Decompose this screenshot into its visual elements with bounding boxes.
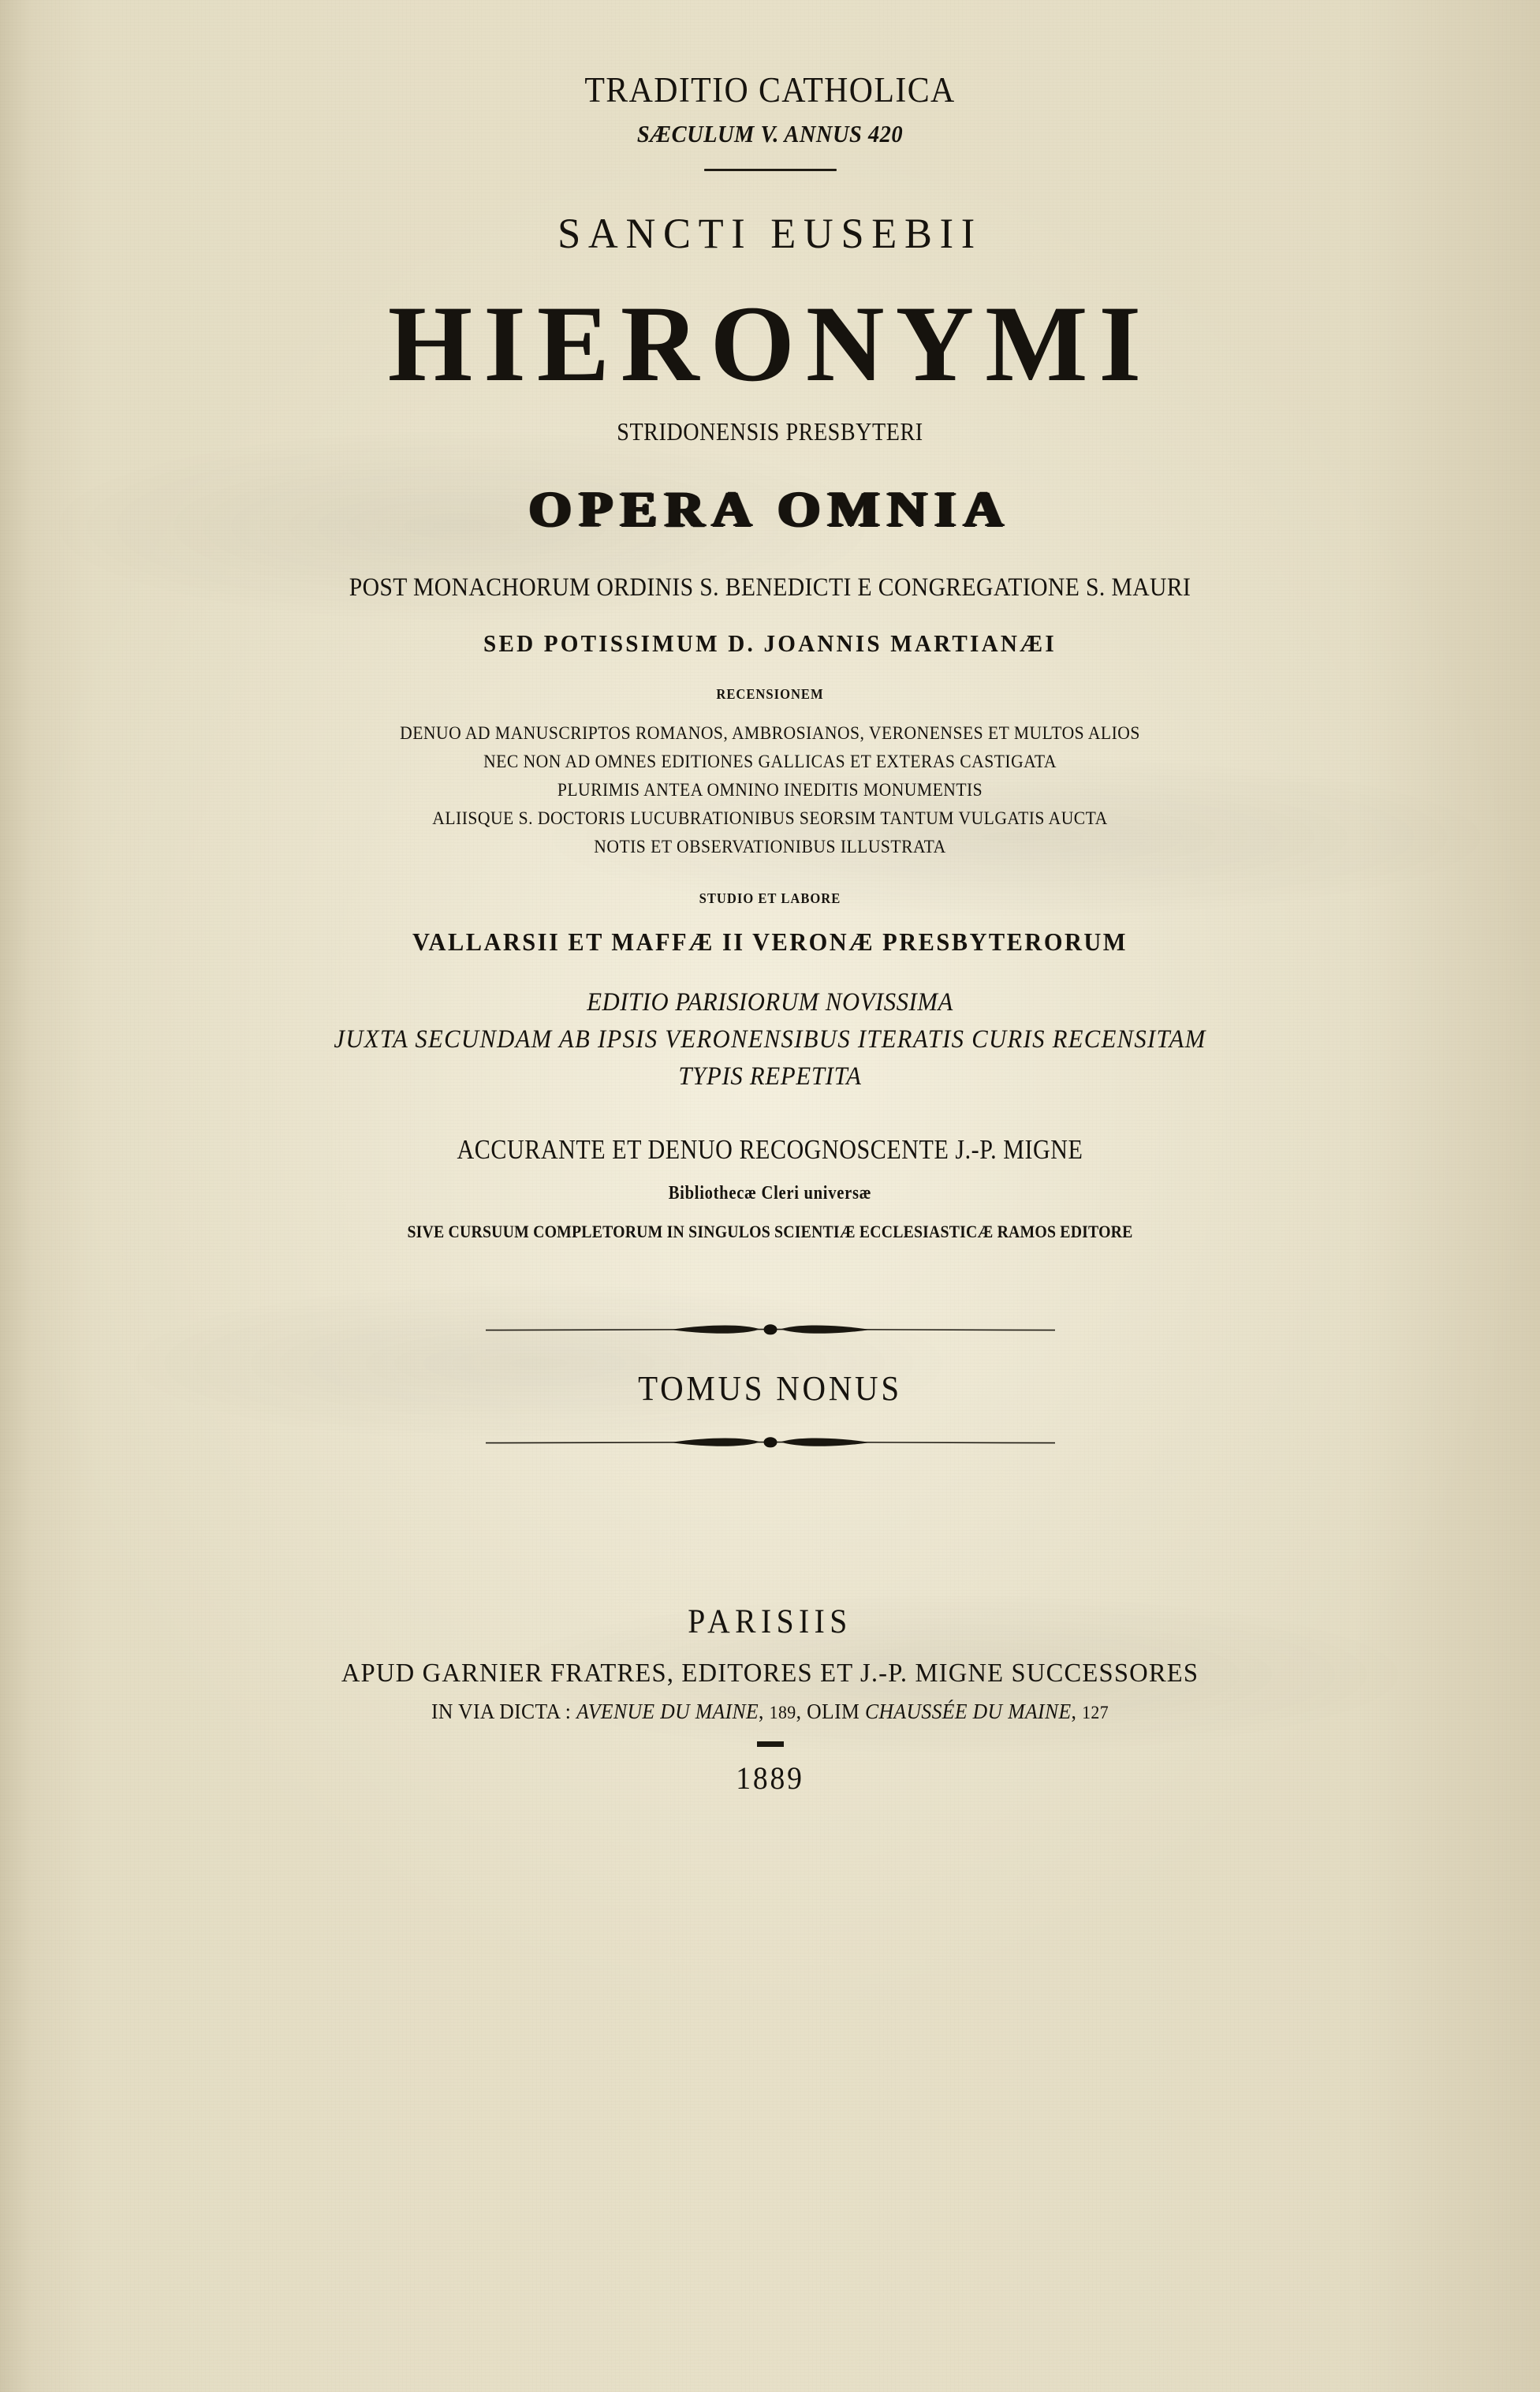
- recension-heading: RECENSIONEM: [716, 686, 824, 702]
- works-title: OPERA OMNIA: [528, 482, 1012, 537]
- recension-line-4: ALIISQUE S. DOCTORIS LUCUBRATIONIBUS SEORSIM TANTUM VULGATIS AUCTA: [432, 808, 1108, 828]
- address-number-1: 189: [769, 1703, 796, 1722]
- author-name: HIERONYMI: [387, 283, 1153, 404]
- recension-line-1: DENUO AD MANUSCRIPTOS ROMANOS, AMBROSIANOS, VERONENSES ET MULTOS ALIOS: [400, 723, 1140, 743]
- recension-line-2: NEC NON AD OMNES EDITIONES GALLICAS ET EXTERAS CASTIGATA: [483, 752, 1057, 771]
- supervisor-line: ACCURANTE ET DENUO RECOGNOSCENTE J.-P. MIGNE: [457, 1134, 1083, 1165]
- address-comma-2: ,: [1071, 1700, 1083, 1723]
- labor-names: VALLARSII ET MAFFÆ II VERONÆ PRESBYTERORUM: [412, 927, 1128, 956]
- publication-year: 1889: [736, 1760, 804, 1796]
- editor-principal: SED POTISSIMUM D. JOANNIS MARTIANÆI: [483, 629, 1057, 657]
- edition-line-2: JUXTA SECUNDAM AB IPSIS VERONENSIBUS ITERATIS CURIS RECENSITAM: [334, 1025, 1206, 1054]
- author-epithet: STRIDONENSIS PRESBYTERI: [617, 417, 923, 446]
- library-subtitle: SIVE CURSUUM COMPLETORUM IN SINGULOS SCIENTIÆ ECCLESIASTICÆ RAMOS EDITORE: [407, 1222, 1133, 1241]
- address-middle: , OLIM: [796, 1700, 866, 1723]
- address-number-2: 127: [1082, 1703, 1109, 1722]
- library-line: Bibliothecæ Cleri universæ: [668, 1183, 872, 1203]
- imprint-place: PARISIIS: [688, 1603, 852, 1640]
- edition-line-3: TYPIS REPETITA: [678, 1062, 862, 1091]
- year-divider-rule: [757, 1741, 784, 1747]
- address-prefix: IN VIA DICTA :: [431, 1700, 577, 1723]
- imprint-address: [39, 1700, 1501, 1724]
- edition-line-1: EDITIO PARISIORUM NOVISSIMA: [587, 988, 953, 1017]
- recension-line-3: PLURIMIS ANTEA OMNINO INEDITIS MONUMENTIS: [557, 780, 983, 800]
- labor-heading: STUDIO ET LABORE: [699, 890, 841, 906]
- series-title: TRADITIO CATHOLICA: [584, 70, 956, 110]
- editors-line: POST MONACHORUM ORDINIS S. BENEDICTI E CONGREGATIONE S. MAURI: [349, 573, 1191, 602]
- ornamental-rule-below-volume: [483, 1432, 1058, 1453]
- address-street-2: CHAUSSÉE DU MAINE: [865, 1700, 1072, 1723]
- author-honorific: SANCTI EUSEBII: [557, 210, 983, 257]
- recension-line-5: NOTIS ET OBSERVATIONIBUS ILLUSTRATA: [594, 837, 946, 856]
- address-comma-1: ,: [759, 1700, 770, 1723]
- address-street-1: AVENUE DU MAINE: [576, 1700, 759, 1723]
- ornamental-rule-above-volume: [483, 1319, 1058, 1340]
- volume-label: TOMUS NONUS: [638, 1369, 902, 1408]
- series-subtitle: SÆCULUM V. ANNUS 420: [636, 120, 904, 147]
- imprint-publisher: APUD GARNIER FRATRES, EDITORES ET J.-P. MIGNE SUCCESSORES: [341, 1659, 1199, 1688]
